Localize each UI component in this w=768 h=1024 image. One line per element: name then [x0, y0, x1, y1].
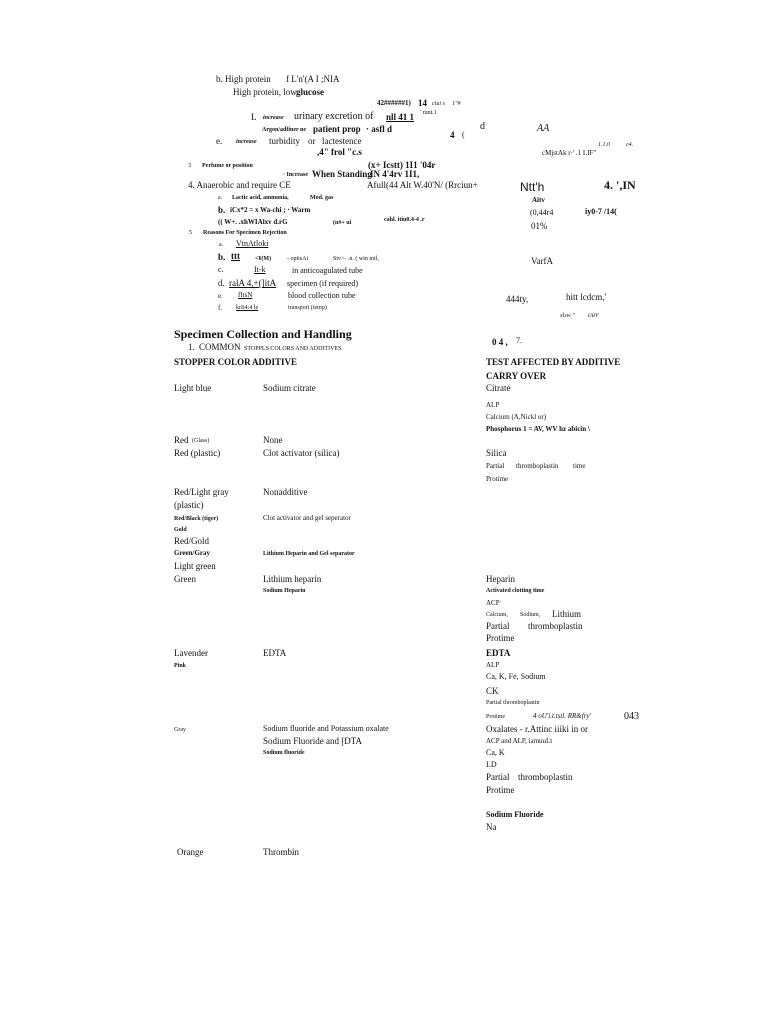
test-item: Protime	[486, 475, 509, 483]
stopper-color: Red (plastic)	[174, 448, 221, 458]
test-item: Activated clotting time	[486, 588, 545, 594]
note-line: xlsw "	[560, 313, 575, 319]
additive: Clot activator and gel seperator	[263, 514, 351, 522]
note-line: VtnAtloki	[236, 239, 269, 248]
test-item: Lithium	[552, 609, 581, 619]
note-line: Reasons For Specimen Rejection	[203, 230, 287, 236]
stopper-color-note: (Glass)	[192, 438, 210, 444]
note-line: (	[462, 130, 465, 139]
additive: EDTA	[263, 648, 287, 658]
test-item: 4 oU'i.t.tstl. RR&fry'	[533, 712, 592, 720]
note-line: Perfume or position	[202, 163, 253, 169]
note-line: Afull(44 Alt W.40'N/ (Rrciun+	[367, 180, 478, 190]
note-line: 7.	[516, 336, 522, 345]
stopper-color: Red/Black (tiger)	[174, 516, 219, 522]
note-line: a.	[218, 195, 223, 201]
note-line: b.	[218, 252, 226, 262]
test-item: Sodium,	[520, 612, 541, 618]
note-line: · asfl d	[366, 124, 393, 134]
test-item: Silica	[486, 448, 507, 458]
note-line: iCx*2 = x Wa-chi ; · Warm	[230, 206, 311, 214]
subsection-title: COMMON	[199, 342, 241, 352]
test-item: CK	[486, 686, 499, 696]
note-line: 444ty,	[506, 294, 529, 304]
note-line: or	[308, 136, 316, 146]
note-line: ttt	[231, 251, 240, 261]
note-line: b.	[218, 205, 226, 215]
test-item: thromboplastin	[528, 621, 583, 631]
note-line: hitt lcdcm,'	[566, 292, 607, 302]
note-line: a.	[219, 242, 224, 248]
test-item: time	[573, 462, 586, 470]
note-line: ' runt.1	[420, 110, 437, 116]
note-line: 01%	[531, 221, 548, 231]
additive: Sodium fluoride	[263, 750, 305, 756]
column-header-test: TEST AFFECTED BY ADDITIVE	[486, 357, 621, 367]
note-line: L	[251, 112, 257, 122]
stopper-color: Green	[174, 574, 196, 584]
column-header-additive: ADDITIVE	[252, 357, 298, 367]
stopper-color: Gray	[174, 727, 186, 733]
note-line: IN 4'4rv 1I1,	[370, 169, 420, 179]
note-line: fItsN	[238, 291, 253, 299]
test-item: LD	[486, 760, 497, 769]
test-item: Partial	[486, 621, 510, 631]
note-line: (x+ Icstt) 1I1 '04r	[368, 160, 436, 170]
subsection-number: 1.	[188, 342, 195, 352]
stopper-color: Green/Gray	[174, 549, 211, 557]
additive: Nonadditive	[263, 487, 308, 497]
note-line: e.	[216, 136, 223, 146]
note-line: cMjstAk r·' .1 LIF"	[542, 149, 597, 157]
note-line: ralA 4,+(]itA	[229, 278, 277, 288]
note-line: Mod. gas	[310, 195, 334, 201]
test-item: Phosphorus 1 = AV, WV hz abicin \	[486, 425, 590, 433]
additive: Lithium heparin	[263, 574, 322, 584]
note-line: krIi4:4 le	[236, 305, 259, 311]
test-item: Ca, K, Fe, Sodium	[486, 672, 546, 681]
note-line: b. High protein	[216, 74, 271, 84]
additive: Sodium Heparin	[263, 588, 306, 594]
note-line: Ntt'h	[520, 180, 545, 194]
note-line: lactestence	[322, 136, 362, 146]
note-line: e.	[218, 292, 223, 300]
test-item: Protime	[486, 633, 515, 643]
note-line: tAtV	[588, 313, 599, 319]
additive: Sodium citrate	[263, 383, 316, 393]
note-line: 1"#	[452, 101, 461, 107]
note-line: Argon/adfiner ne	[262, 127, 307, 133]
test-item: Ca, K	[486, 748, 505, 757]
note-line: transport (temp)	[288, 305, 327, 311]
note-line: High protein, low	[233, 87, 297, 97]
note-line: (n#+ ui	[333, 220, 352, 226]
test-item: Na	[486, 822, 497, 832]
note-line: Aitv	[532, 196, 545, 204]
test-item: EDTA	[486, 648, 511, 658]
note-line: <¥(M)	[255, 256, 272, 262]
note-line: (( W+. .xhWIAlxv d.rG	[218, 218, 288, 226]
test-item: Protime	[486, 714, 505, 720]
note-line: specimen (if required)	[287, 279, 359, 288]
note-line: 5	[189, 230, 192, 236]
note-line: 42######1)	[377, 99, 411, 107]
additive: Sodium fluoride and Potassium oxalate	[263, 724, 389, 733]
note-line: cahl. itiu0.4-4 .r	[384, 217, 425, 223]
note-line: AA	[537, 123, 550, 134]
additive: Thrombin	[263, 847, 299, 857]
note-line: When Standing	[312, 169, 372, 179]
stopper-color: Red	[174, 435, 189, 445]
test-item: Heparin	[486, 574, 515, 584]
test-item: Calcium,	[486, 612, 508, 618]
note-line: - optisAi	[287, 256, 309, 262]
note-line: c.	[218, 265, 224, 274]
note-line: VarfA	[531, 256, 553, 266]
note-line: ciui s	[432, 101, 445, 107]
note-line: 4	[450, 130, 455, 140]
test-item: 043	[624, 711, 639, 722]
note-line: d.	[218, 278, 225, 288]
test-item: ACP and ALP, iamuuLt	[486, 737, 553, 745]
stopper-color: Red/Gold	[174, 536, 209, 546]
note-line: patient prop	[313, 124, 361, 134]
note-line: ,4" frol "c.s	[317, 147, 362, 157]
test-item: ACP	[486, 599, 500, 607]
stopper-color: Orange	[177, 847, 204, 857]
test-item: thromboplastin	[516, 462, 559, 470]
note-line: 14	[418, 98, 427, 108]
note-line: f.	[218, 304, 223, 312]
additive: Sodium Fluoride and [DTA	[263, 736, 363, 746]
note-line: urinary excretion of	[294, 111, 374, 122]
note-line: It-k	[254, 265, 266, 274]
note-line: Stv>- .n. ( win mil,	[333, 256, 379, 262]
test-item: ALP	[486, 401, 500, 409]
test-item: Partial	[486, 462, 505, 470]
test-item: Citrate	[486, 383, 511, 393]
test-item: Oxalates - r.Attinc iiiki in or	[486, 724, 588, 734]
note-line: · Increase	[283, 172, 309, 178]
note-line: 1.1.0	[598, 142, 610, 148]
note-line: glucose	[296, 87, 324, 97]
note-line: increase	[236, 139, 257, 145]
section-title: Specimen Collection and Handling	[174, 327, 352, 341]
note-line: in anticoagulated tube	[292, 266, 363, 275]
note-line: nll 41 1	[386, 112, 415, 122]
note-line: blood collection tube	[288, 291, 356, 300]
test-item: Partial thromboplastin	[486, 700, 540, 706]
subsection-title: STOPPLS COLORS AND ADDITIVES	[244, 346, 342, 352]
note-line: 0 4 ,	[492, 337, 508, 347]
stopper-color: Light green	[174, 561, 216, 571]
test-item: Calcium (A,Nickl or)	[486, 413, 547, 421]
test-item: ALP	[486, 661, 500, 669]
additive: None	[263, 435, 283, 445]
note-line: Lactic acid, ammonia,	[232, 195, 289, 201]
note-line: f L'n'(A I ;NIA	[286, 74, 340, 84]
note-line: c4.	[626, 142, 634, 148]
test-item: Protime	[486, 785, 515, 795]
column-header-carryover: CARRY OVER	[486, 371, 547, 381]
note-line: (0,44r4	[530, 208, 554, 217]
test-item: thromboplastin	[518, 772, 573, 782]
stopper-color: Lavender	[174, 648, 208, 658]
note-line: 4. Anaerobic and require CE	[188, 180, 291, 190]
stopper-color: Pink	[174, 663, 187, 669]
note-line: 4. ',IN	[604, 178, 636, 192]
stopper-color: Gold	[174, 527, 187, 533]
additive: Clot activator (silica)	[263, 448, 340, 458]
note-line: d	[480, 121, 485, 132]
note-line: iy0-7 /14(	[585, 207, 617, 216]
stopper-color: Light blue	[174, 383, 212, 393]
additive: Lithium Heparin and Gel separator	[263, 551, 355, 557]
stopper-color: (plastic)	[174, 500, 204, 510]
note-line: turbidity	[269, 136, 300, 146]
note-line: 3	[188, 163, 191, 169]
stopper-color: Red/Light gray	[174, 487, 229, 497]
test-item: Sodium Fluoride	[486, 810, 544, 819]
test-item: Partial	[486, 772, 510, 782]
note-line: increase	[263, 115, 284, 121]
column-header-stopper: STOPPER COLOR	[174, 357, 251, 367]
